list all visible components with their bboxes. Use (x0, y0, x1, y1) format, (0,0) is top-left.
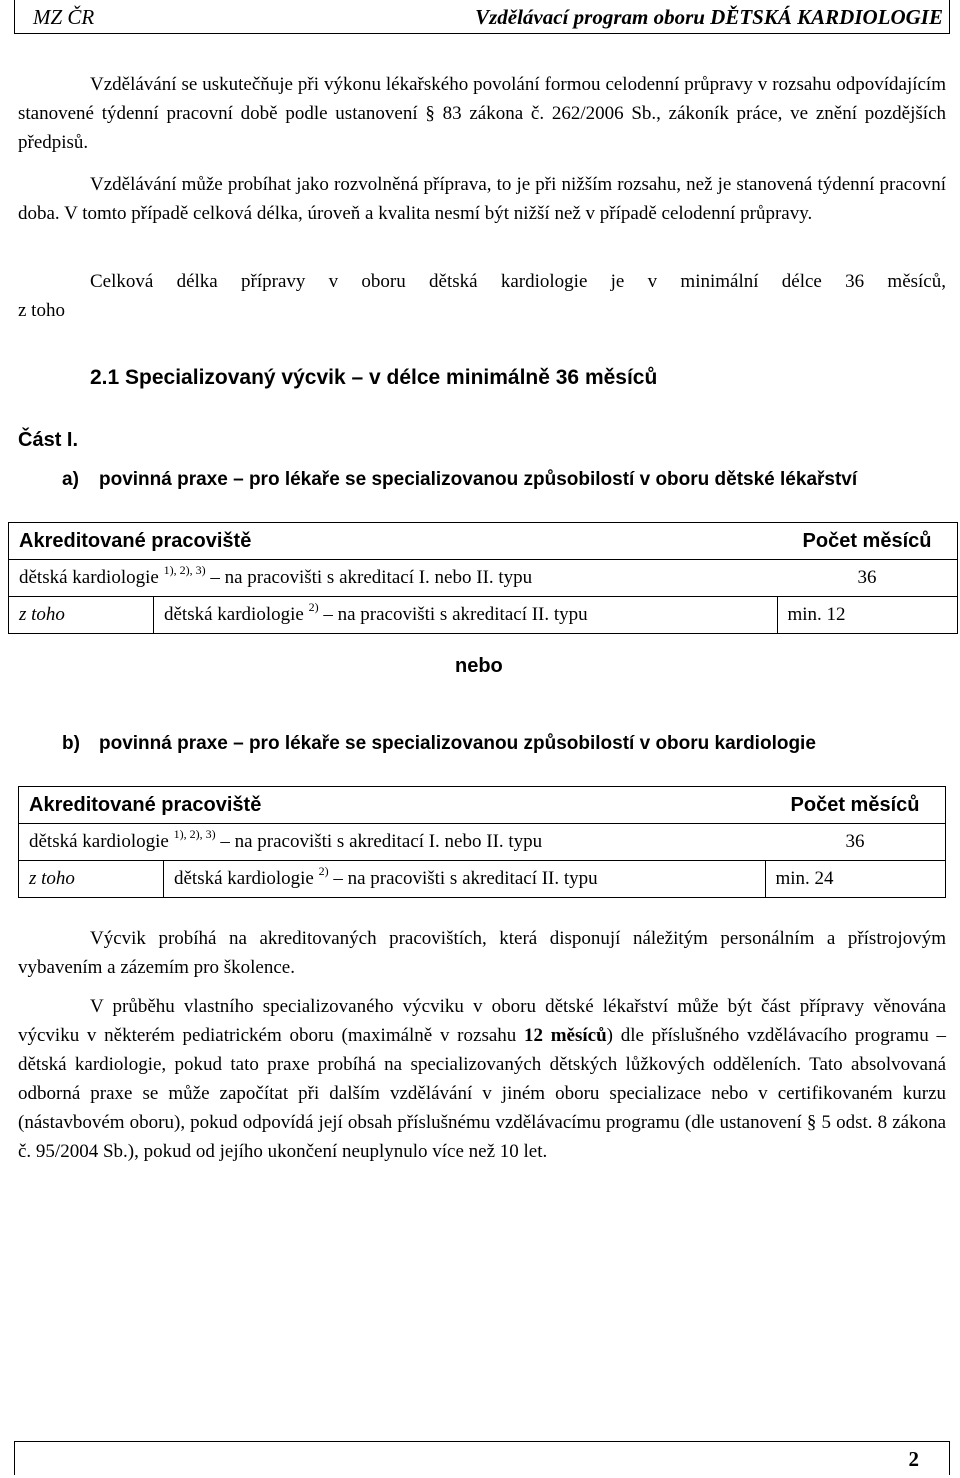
paragraph-training-sites: Výcvik probíhá na akreditovaných pracovištích, která disponují náležitým personálním a přístrojovým vybavením a zázemím pro školence. (18, 928, 946, 978)
table-row (9, 560, 958, 597)
col-header-months: Počet měsíců (765, 787, 946, 824)
section-b-heading (62, 731, 912, 756)
row-prefix: z toho (9, 597, 154, 634)
row-workplace (9, 560, 778, 597)
row-footnote: 2) (308, 600, 319, 614)
row-name: dětská kardiologie (174, 868, 314, 889)
table-row (19, 861, 946, 898)
header-ministry: MZ ČR (33, 5, 95, 29)
table-header-row (9, 523, 958, 560)
or-label: nebo (455, 655, 503, 677)
row-footnote: 2) (318, 864, 329, 878)
paragraph-duration: Celková délka přípravy v oboru dětská kardiologie je v minimální délce 36 měsíců, (90, 271, 946, 292)
paragraph-duration-cont: z toho (18, 300, 65, 321)
paragraph-pediatric-practice (18, 992, 946, 1166)
col-header-workplace: Akreditované pracoviště (19, 787, 766, 824)
page-number: 2 (908, 1447, 919, 1471)
row-footnote: 1), 2), 3) (163, 563, 206, 577)
paragraph-text: V průběhu vlastního specializovaného výcviku v oboru dětské lékařství může být část přípravy věnována výcviku v některém pediatrickém oboru (maximálně v rozsahu (18, 996, 946, 1046)
section-heading-2-1: 2.1 Specializovaný výcvik – v délce minimálně 36 měsíců (90, 366, 658, 389)
row-workplace (164, 861, 766, 898)
row-workplace (19, 824, 766, 861)
row-name: dětská kardiologie (164, 604, 304, 625)
section-a-heading (62, 467, 912, 492)
page-footer (14, 1441, 950, 1475)
header-program-title: Vzdělávací program oboru DĚTSKÁ KARDIOLOGIE (475, 5, 943, 29)
row-detail: – na pracovišti s akreditací I. nebo II. typu (220, 831, 543, 852)
col-header-workplace: Akreditované pracoviště (9, 523, 778, 560)
part-label: Část I. (18, 429, 79, 451)
row-months: min. 24 (765, 861, 946, 898)
row-detail: – na pracovišti s akreditací II. typu (333, 868, 598, 889)
row-workplace (154, 597, 778, 634)
section-a-label: a) (62, 469, 79, 490)
row-months: min. 12 (777, 597, 958, 634)
row-footnote: 1), 2), 3) (173, 827, 216, 841)
paragraph-part-time: Vzdělávání může probíhat jako rozvolněná příprava, to je při nižším rozsahu, než je stanovená týdenní pracovní doba. V tomto případě celková délka, úroveň a kvalita nesmí být nižší než v případě celodenní průpravy. (18, 174, 946, 224)
table-row (9, 597, 958, 634)
table-row (19, 824, 946, 861)
row-months: 36 (777, 560, 958, 597)
paragraph-full-time: Vzdělávání se uskutečňuje při výkonu lékařského povolání formou celodenní průpravy v rozsahu odpovídajícím stanovené týdenní pracovní době podle ustanovení § 83 zákona č. 262/2006 Sb., zákoník práce, ve znění pozdějších předpisů. (18, 74, 946, 153)
table-section-a (8, 522, 958, 634)
row-name: dětská kardiologie (29, 831, 169, 852)
row-detail: – na pracovišti s akreditací I. nebo II. typu (210, 567, 533, 588)
table-section-b (18, 786, 946, 898)
row-name: dětská kardiologie (19, 567, 159, 588)
page-header (14, 0, 950, 34)
paragraph-text: ) dle příslušného vzdělávacího programu – dětská kardiologie, pokud tato praxe probíhá na specializovaných dětských lůžkových odděleních. Tato absolvovaná odborná praxe se může započítat při dalším vzdělávání v jiném oboru specializace nebo v certifikovaném kurzu (nástavbovém oboru), pokud odpovídá její obsah příslušnému vzdělávacímu programu (dle ustanovení § 5 odst. 8 zákona č. 95/2004 Sb.), pokud od jejího ukončení neuplynulo více než 10 let. (18, 1025, 946, 1162)
section-a-title: povinná praxe – pro lékaře se specializovanou způsobilostí v oboru dětské lékařství (99, 469, 858, 490)
paragraph-bold-duration: 12 měsíců (524, 1025, 607, 1046)
table-header-row (19, 787, 946, 824)
row-months: 36 (765, 824, 946, 861)
section-b-label: b) (62, 733, 80, 754)
section-b-title: povinná praxe – pro lékaře se specializovanou způsobilostí v oboru kardiologie (99, 733, 816, 754)
row-prefix: z toho (19, 861, 164, 898)
row-detail: – na pracovišti s akreditací II. typu (323, 604, 588, 625)
col-header-months: Počet měsíců (777, 523, 958, 560)
